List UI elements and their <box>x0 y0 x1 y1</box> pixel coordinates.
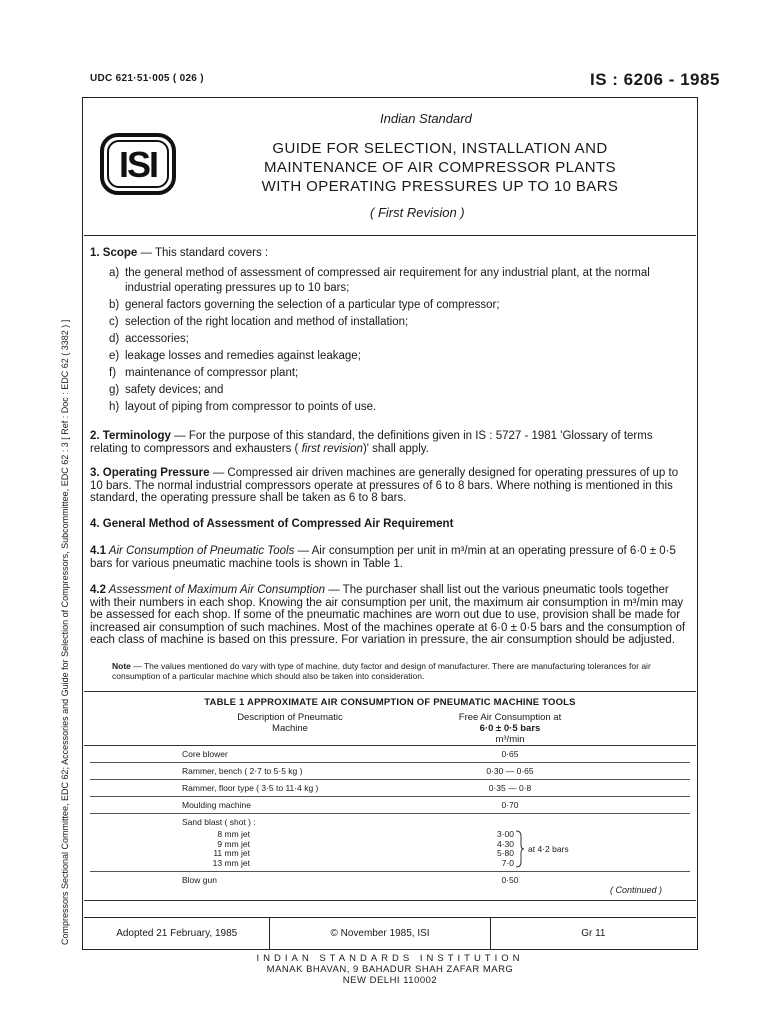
list-item: f) maintenance of compressor plant; <box>109 366 299 379</box>
publisher <box>90 953 690 986</box>
table-bottom-rule <box>84 900 696 901</box>
title-line-1: GUIDE FOR SELECTION, INSTALLATION AND <box>272 140 608 157</box>
subsection-4-2: 4.2 Assessment of Maximum Air Consumption — The purchaser shall list out the various pneumatic tools together with their numbers in each shop. Knowing the air consumption per unit, the maximum air consumption in m³/min may be assessed for each shop. If some of the pneumatic machines are worn out due to use, provision shall be made for increased air consumption of such machines. Most of the machines operate at 6·0 ± 0·5 bars and the consumption of each class of machine is based on this pressure. For variation in pressure, the air consumption should be adjusted. <box>90 584 686 646</box>
sand-blast-condition: at 4·2 bars <box>528 844 569 854</box>
header-rule <box>84 745 696 746</box>
title-divider <box>84 235 696 236</box>
general-method-heading: 4. General Method of Assessment of Compressed Air Requirement <box>90 518 454 530</box>
table-cell-value: 0·35 — 0·8 <box>488 783 532 793</box>
table-row: Rammer, bench ( 2·7 to 5·5 kg ) <box>182 766 303 776</box>
list-item: g) safety devices; and <box>109 383 224 396</box>
table-cell-value: 0·65 <box>501 749 519 759</box>
operating-pressure-paragraph: 3. Operating Pressure — Compressed air driven machines are generally designed for operating pressures of up to 10 bars. The normal industrial compressors operate at pressures of 6 to 8 bars. Where nothing is mentioned in this standard, the operating pressure shall be taken as 6 to 8 bars. <box>90 467 679 504</box>
isi-logo <box>100 133 176 195</box>
kicker: Indian Standard <box>380 111 472 126</box>
publisher-address: MANAK BHAVAN, 9 BAHADUR SHAH ZAFAR MARG <box>266 964 514 975</box>
list-item: d) accessories; <box>109 332 189 345</box>
publisher-name: INDIAN STANDARDS INSTITUTION <box>256 953 524 964</box>
scope-heading-label: 1. Scope <box>90 247 138 259</box>
table-cell-value: 0·70 <box>501 800 519 810</box>
note: Note — The values mentioned do vary with type of machine, duty factor and design of manufacturer. There are manufacturing tolerances for air consumption of a particular machine which should also be taken into consideration. <box>112 661 651 681</box>
title-line-3: WITH OPERATING PRESSURES UP TO 10 BARS <box>261 178 619 195</box>
table-cell-value: 0·30 — 0·65 <box>486 766 534 776</box>
table-row: Moulding machine <box>182 800 251 810</box>
publisher-city: NEW DELHI 110002 <box>342 975 438 986</box>
standard-number: IS : 6206 - 1985 <box>590 70 720 89</box>
row-rule <box>90 871 690 872</box>
logo-text: ISI <box>118 144 158 185</box>
table-title: TABLE 1 APPROXIMATE AIR CONSUMPTION OF PNEUMATIC MACHINE TOOLS <box>204 697 576 708</box>
row-rule <box>90 796 690 797</box>
adopted-date: Adopted 21 February, 1985 <box>84 918 270 949</box>
list-item: e) leakage losses and remedies against leakage; <box>109 349 361 362</box>
title-line-2: MAINTENANCE OF AIR COMPRESSOR PLANTS <box>264 159 616 176</box>
price-group: Gr 11 <box>581 928 606 939</box>
column-header-consumption: Free Air Consumption at 6·0 ± 0·5 bars m³/min <box>458 712 562 745</box>
continued-label: ( Continued ) <box>610 885 663 895</box>
revision: ( First Revision ) <box>370 205 465 220</box>
table-top-rule <box>84 691 696 692</box>
list-item: h) layout of piping from compressor to points of use. <box>109 400 377 413</box>
table-row: Core blower <box>182 749 228 759</box>
list-item: b) general factors governing the selection of a particular type of compressor; <box>109 298 500 311</box>
list-item: a) the general method of assessment of compressed air requirement for any industrial plant, at the normal industrial operating pressures up to 10 bars; <box>109 267 650 294</box>
table-row: Blow gun <box>182 875 217 885</box>
table-cell-value: 0·50 <box>501 875 519 885</box>
brace-icon <box>515 830 525 868</box>
udc-code: UDC 621·51·005 ( 026 ) <box>90 73 204 84</box>
row-rule <box>90 762 690 763</box>
sand-blast-jets: 8 mm jet 9 mm jet 11 mm jet 13 mm jet <box>212 829 250 868</box>
row-rule <box>90 813 690 814</box>
list-item: c) selection of the right location and method of installation; <box>109 315 409 328</box>
adoption-footer <box>84 917 696 949</box>
copyright: © November 1985, ISI <box>270 918 490 949</box>
terminology-paragraph: 2. Terminology — For the purpose of this standard, the definitions given in IS : 5727 - 1981 'Glossary of terms relating to compressors and exhausters ( first revision)' shall apply. <box>90 430 653 455</box>
scope-list <box>109 266 689 417</box>
table-row: Rammer, floor type ( 3·5 to 11·4 kg ) <box>182 783 319 793</box>
committee-reference: Compressors Sectional Committee, EDC 62; Accessories and Guide for Selection of Compressors, Subcommittee, EDC 62 : 3 [ Ref : Doc : EDC 62 ( 3382 ) ] <box>60 319 70 945</box>
scope-heading <box>90 247 690 260</box>
column-header-machine: Description of Pneumatic Machine <box>237 712 343 734</box>
sand-blast-label: Sand blast ( shot ) : <box>182 817 256 827</box>
scope-intro: — This standard covers : <box>137 247 269 259</box>
row-rule <box>90 779 690 780</box>
sand-blast-values: 3·00 4·30 5·80 7·0 <box>496 829 514 868</box>
document-title <box>230 139 650 196</box>
subsection-4-1: 4.1 Air Consumption of Pneumatic Tools — Air consumption per unit in m³/min at an operating pressure of 6·0 ± 0·5 bars for various pneumatic machine tools is shown in Table 1. <box>90 545 676 570</box>
